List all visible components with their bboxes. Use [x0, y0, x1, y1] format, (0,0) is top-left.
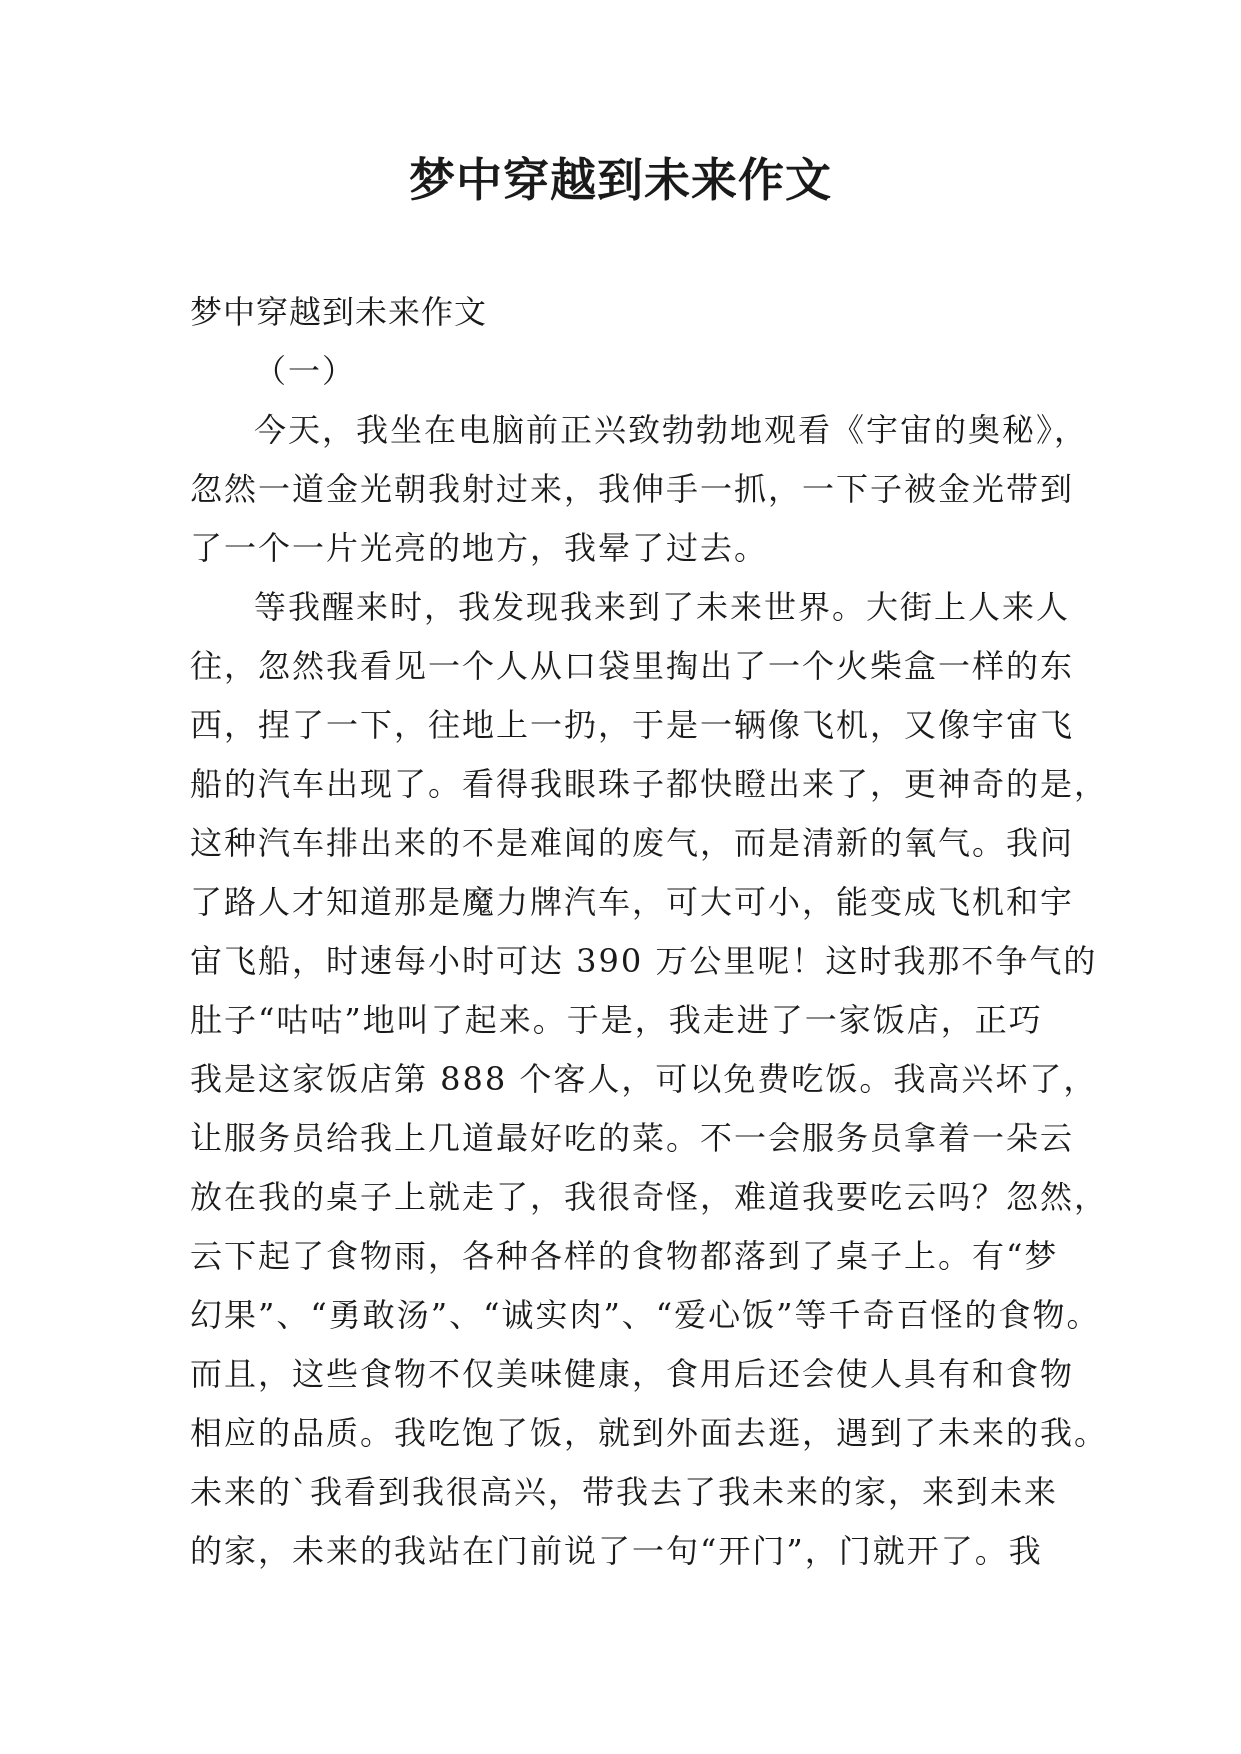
document-title: 梦中穿越到未来作文 — [409, 153, 832, 207]
text-line: 了路人才知道那是魔力牌汽车，可大可小，能变成飞机和宇 — [190, 883, 1075, 921]
text-line: 今天，我坐在电脑前正兴致勃勃地观看《宇宙的奥秘》， — [254, 411, 1089, 449]
text-line: 等我醒来时，我发现我来到了未来世界。大街上人来人 — [254, 588, 1071, 626]
text-line: 云下起了食物雨，各种各样的食物都落到了桌子上。有“梦 — [190, 1237, 1059, 1275]
text-line: 西，捏了一下，往地上一扔，于是一辆像飞机，又像宇宙飞 — [190, 706, 1075, 744]
text-line: 宙飞船，时速每小时可达 390 万公里呢！这时我那不争气的 — [190, 942, 1098, 980]
text-line: 忽然一道金光朝我射过来，我伸手一抓，一下子被金光带到 — [190, 470, 1075, 508]
text-line: 这种汽车排出来的不是难闻的废气，而是清新的氧气。我问 — [190, 824, 1075, 862]
body-heading: 梦中穿越到未来作文 — [190, 293, 488, 331]
text-line: 肚子“咕咕”地叫了起来。于是，我走进了一家饭店，正巧 — [190, 1001, 1043, 1039]
text-line: 往，忽然我看见一个人从口袋里掏出了一个火柴盒一样的东 — [190, 647, 1075, 685]
text-line: 幻果”、“勇敢汤”、“诚实肉”、“爱心饭”等千奇百怪的食物。 — [190, 1296, 1101, 1334]
text-line: 相应的品质。我吃饱了饭，就到外面去逛，遇到了未来的我。 — [190, 1414, 1109, 1452]
text-line: 让服务员给我上几道最好吃的菜。不一会服务员拿着一朵云 — [190, 1119, 1075, 1157]
text-line: 的家，未来的我站在门前说了一句“开门”，门就开了。我 — [190, 1532, 1043, 1570]
text-line: 我是这家饭店第 888 个客人，可以免费吃饭。我高兴坏了， — [190, 1060, 1098, 1098]
text-line: 未来的`我看到我很高兴，带我去了我未来的家，来到未来 — [190, 1473, 1059, 1511]
document-body — [190, 283, 1109, 1581]
text-line: 船的汽车出现了。看得我眼珠子都快瞪出来了，更神奇的是， — [190, 765, 1109, 803]
text-line: 而且，这些食物不仅美味健康，食用后还会使人具有和食物 — [190, 1355, 1075, 1393]
text-line: 放在我的桌子上就走了，我很奇怪，难道我要吃云吗？忽然， — [190, 1178, 1109, 1216]
text-line: 了一个一片光亮的地方，我晕了过去。 — [190, 529, 769, 567]
section-number: （一） — [254, 352, 357, 390]
